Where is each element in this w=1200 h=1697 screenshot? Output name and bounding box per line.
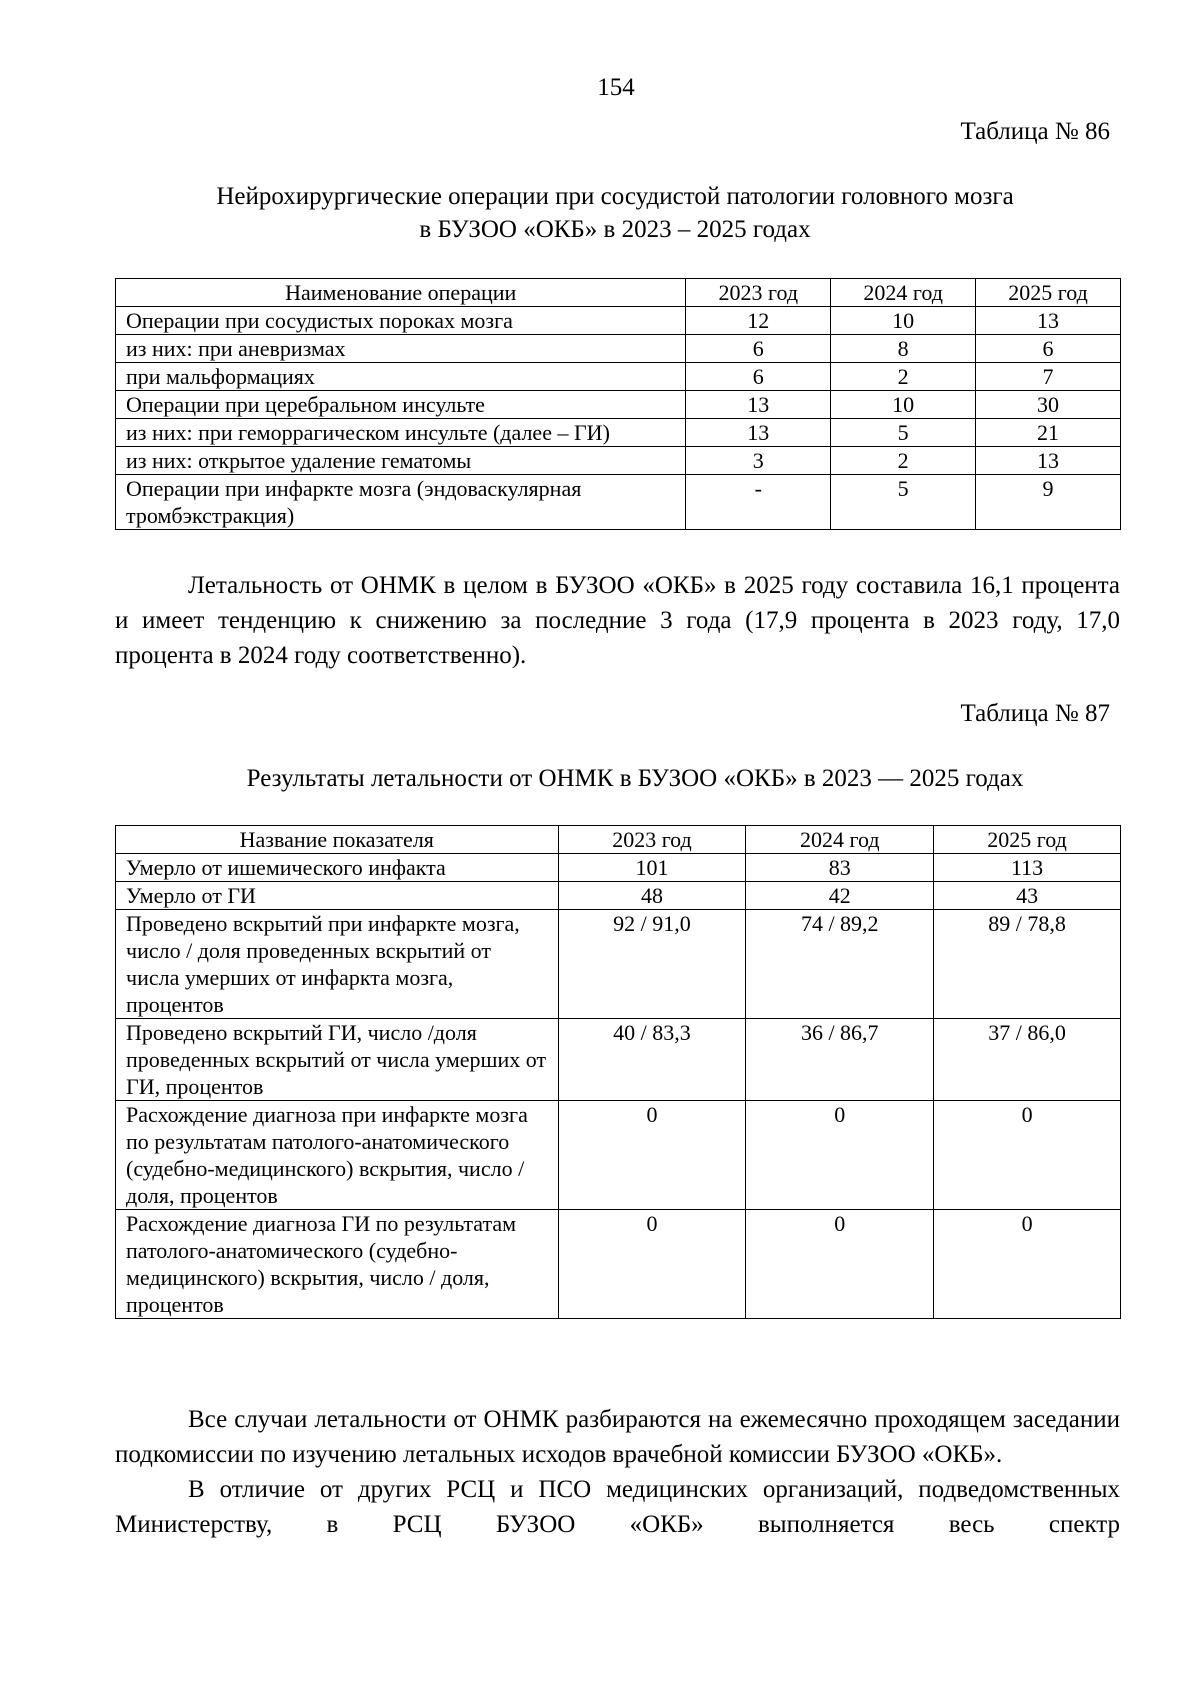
value-cell: 83	[746, 854, 934, 882]
paragraph-text: В отличие от других РСЦ и ПСО медицинских организаций, подведомственных Министерству, в РСЦ БУЗОО «ОКБ» выполняется весь спектр	[115, 1476, 1120, 1538]
header-cell: 2023 год	[686, 279, 831, 307]
value-cell: 10	[831, 391, 976, 419]
value-cell: 6	[686, 335, 831, 363]
table-row	[116, 391, 1121, 419]
header-cell: 2024 год	[831, 279, 976, 307]
value-cell: 12	[686, 307, 831, 335]
value-cell: 43	[934, 882, 1121, 910]
table-86-label: Таблица № 86	[960, 118, 1110, 145]
value-cell: 42	[746, 882, 934, 910]
row-label: из них: открытое удаление гематомы	[116, 447, 686, 475]
value-cell: 0	[558, 1210, 746, 1319]
table-86-title-line2: в БУЗОО «ОКБ» в 2023 – 2025 годах	[419, 216, 811, 243]
table-row	[116, 447, 1121, 475]
table-86-title	[110, 180, 1120, 246]
table-86-title-line1: Нейрохирургические операции при сосудистой патологии головного мозга	[216, 183, 1014, 210]
value-cell: 13	[976, 447, 1121, 475]
row-label: Умерло от ГИ	[116, 882, 559, 910]
value-cell: 30	[976, 391, 1121, 419]
table-87-title: Результаты летальности от ОНМК в БУЗОО «ОКБ» в 2023 — 2025 годах	[246, 765, 1024, 792]
value-cell: 7	[976, 363, 1121, 391]
table-header-row	[116, 279, 1121, 307]
header-cell: 2023 год	[558, 826, 746, 854]
page-number: 154	[597, 74, 635, 101]
table-row	[116, 910, 1121, 1019]
value-cell: 9	[976, 475, 1121, 530]
header-cell: 2025 год	[976, 279, 1121, 307]
value-cell: 5	[831, 419, 976, 447]
value-cell: 2	[831, 363, 976, 391]
row-label: Операции при инфаркте мозга (эндоваскулярная тромбэкстракция)	[116, 475, 686, 530]
table-86	[115, 278, 1121, 530]
header-cell: 2024 год	[746, 826, 934, 854]
paragraph-text: Все случаи летальности от ОНМК разбираются на ежемесячно проходящем заседании подкомиссии по изучению летальных исходов врачебной комиссии БУЗОО «ОКБ».	[115, 1406, 1120, 1468]
value-cell: 2	[831, 447, 976, 475]
value-cell: 113	[934, 854, 1121, 882]
value-cell: 0	[934, 1210, 1121, 1319]
value-cell: 40 / 83,3	[558, 1019, 746, 1101]
value-cell: 8	[831, 335, 976, 363]
row-label: из них: при аневризмах	[116, 335, 686, 363]
header-cell: Наименование операции	[116, 279, 686, 307]
table-row	[116, 1101, 1121, 1210]
row-label: Расхождение диагноза ГИ по результатам патолого-анатомического (судебно-медицинского) вскрытия, число / доля, процентов	[116, 1210, 559, 1319]
table-row	[116, 1019, 1121, 1101]
value-cell: 3	[686, 447, 831, 475]
table-row	[116, 882, 1121, 910]
value-cell: 37 / 86,0	[934, 1019, 1121, 1101]
table-row	[116, 854, 1121, 882]
value-cell: 0	[934, 1101, 1121, 1210]
value-cell: 36 / 86,7	[746, 1019, 934, 1101]
value-cell: 5	[831, 475, 976, 530]
value-cell: 0	[746, 1101, 934, 1210]
table-row	[116, 363, 1121, 391]
paragraph-lethality	[115, 568, 1120, 673]
value-cell: 89 / 78,8	[934, 910, 1121, 1019]
row-label: Операции при сосудистых пороках мозга	[116, 307, 686, 335]
table-row	[116, 335, 1121, 363]
row-label: Расхождение диагноза при инфаркте мозга по результатам патолого-анатомического (судебно-медицинского) вскрытия, число / доля, процентов	[116, 1101, 559, 1210]
value-cell: 13	[976, 307, 1121, 335]
row-label: Операции при церебральном инсульте	[116, 391, 686, 419]
value-cell: 0	[558, 1101, 746, 1210]
table-row	[116, 419, 1121, 447]
row-label: Проведено вскрытий при инфаркте мозга, число / доля проведенных вскрытий от числа умерших от инфаркта мозга, процентов	[116, 910, 559, 1019]
row-label: при мальформациях	[116, 363, 686, 391]
value-cell: 0	[746, 1210, 934, 1319]
value-cell: -	[686, 475, 831, 530]
table-row	[116, 475, 1121, 530]
table-87	[115, 825, 1121, 1319]
header-cell: 2025 год	[934, 826, 1121, 854]
row-label: Проведено вскрытий ГИ, число /доля проведенных вскрытий от числа умерших от ГИ, процентов	[116, 1019, 559, 1101]
value-cell: 21	[976, 419, 1121, 447]
value-cell: 6	[976, 335, 1121, 363]
row-label: из них: при геморрагическом инсульте (далее – ГИ)	[116, 419, 686, 447]
table-87-label: Таблица № 87	[960, 700, 1110, 727]
paragraph-text: Летальность от ОНМК в целом в БУЗОО «ОКБ» в 2025 году составила 16,1 процента и имеет тенденцию к снижению за последние 3 года (17,9 процента в 2023 году, 17,0 процента в 2024 году соответственно).	[115, 572, 1120, 669]
value-cell: 13	[686, 419, 831, 447]
table-row	[116, 307, 1121, 335]
paragraph-closing	[115, 1402, 1120, 1542]
value-cell: 10	[831, 307, 976, 335]
value-cell: 13	[686, 391, 831, 419]
value-cell: 48	[558, 882, 746, 910]
row-label: Умерло от ишемического инфакта	[116, 854, 559, 882]
value-cell: 101	[558, 854, 746, 882]
header-cell: Название показателя	[116, 826, 559, 854]
table-row	[116, 1210, 1121, 1319]
value-cell: 74 / 89,2	[746, 910, 934, 1019]
value-cell: 92 / 91,0	[558, 910, 746, 1019]
value-cell: 6	[686, 363, 831, 391]
table-header-row	[116, 826, 1121, 854]
